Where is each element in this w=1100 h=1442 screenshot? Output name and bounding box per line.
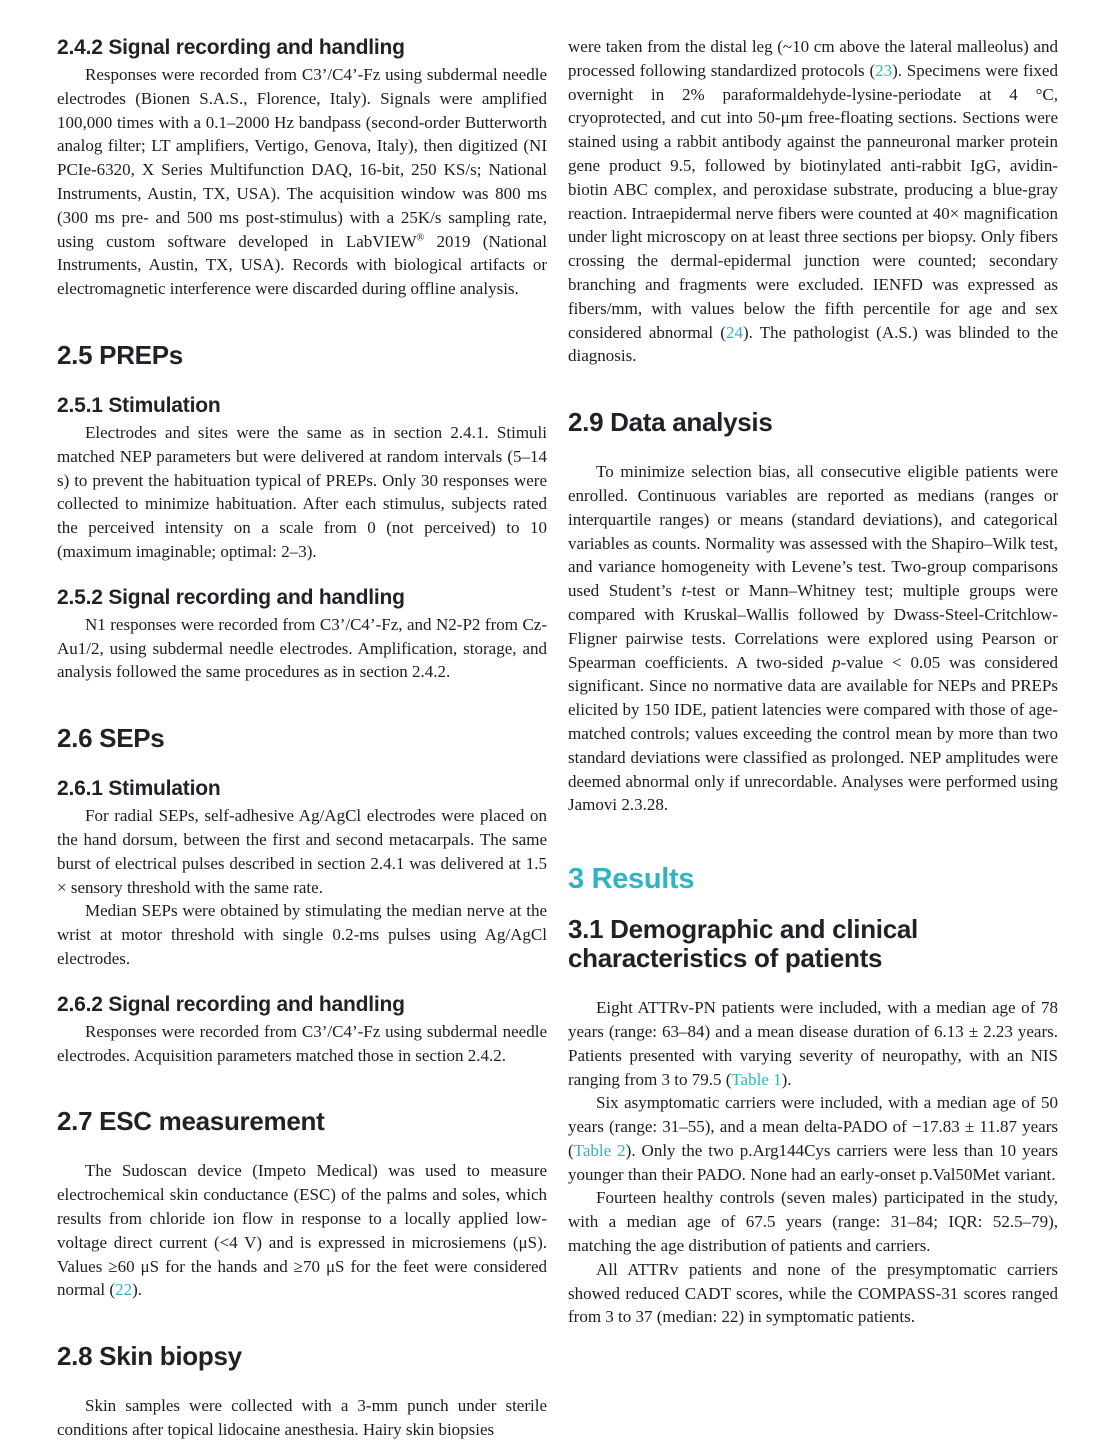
heading-2-5: 2.5 PREPs (57, 339, 183, 370)
italic-text: p (832, 652, 841, 672)
text-run: were taken from the distal leg (~10 cm above the lateral malleolus) and processed following standardized protocols ( (568, 37, 1058, 80)
text-run: The Sudoscan device (Impeto Medical) was used to measure electrochemical skin conductance (ESC) of the palms and soles, which results from chloride ion flow in response to a locally applied low-voltage direct current (<4 V) and is expressed in microsiemens (μS). Values ≥60 μS for the hands and ≥70 μS for the feet were considered normal ( (57, 1161, 547, 1300)
text-run: Fourteen healthy controls (seven males) participated in the study, with a median age of 67.5 years (range: 31–84; IQR: 52.5–79), matching the age distribution of patients and carriers. (568, 1188, 1058, 1256)
para-2-7 (57, 1159, 547, 1302)
reference-link[interactable]: 23 (875, 60, 893, 80)
para-2-5-1 (57, 421, 547, 564)
para-2-4-2 (57, 63, 547, 301)
text-run: ). (132, 1280, 142, 1300)
text-run: -value < 0.05 was considered significant. Since no normative data are available for NEPs and PREPs elicited by 150 IDE, patient latencies were compared with those of age-matched controls; values exceeding the control mean by more than two standard deviations were classified as prolonged. NEP amplitudes were deemed abnormal only if unrecordable. Analyses were performed using Jamovi 2.3.28. (568, 652, 1059, 815)
para-3-1d (568, 1258, 1058, 1329)
heading-2-4-2: 2.4.2 Signal recording and handling (57, 36, 405, 59)
right-column (568, 35, 1058, 1433)
text-run: ). Only the two p.Arg144Cys carriers were less than 10 years younger than their PADO. None had an early-onset p.Val50Met variant. (568, 1140, 1058, 1184)
text-run: ). The pathologist (A.S.) was blinded to the diagnosis. (568, 322, 1059, 366)
italic-text: t (681, 581, 687, 601)
reference-link[interactable]: 24 (725, 322, 743, 342)
heading-3-1: 3.1 Demographic and clinical characteristics of patients (568, 914, 918, 974)
para-2-9 (568, 460, 1058, 817)
para-2-8-continued (568, 35, 1058, 368)
heading-2-9: 2.9 Data analysis (568, 407, 773, 438)
heading-2-7: 2.7 ESC measurement (57, 1106, 325, 1137)
para-2-6-1b (57, 899, 547, 970)
text-run: ). (781, 1069, 792, 1089)
para-3-1a (568, 996, 1058, 1091)
heading-3-results: 3 Results (568, 863, 695, 896)
text-run: Skin samples were collected with a 3-mm punch under sterile conditions after topical lidocaine anesthesia. Hairy skin biopsies (57, 1396, 547, 1439)
reference-link[interactable]: Table 1 (731, 1069, 782, 1089)
para-2-6-2 (57, 1020, 547, 1068)
para-3-1c (568, 1186, 1058, 1257)
text-run: Median SEPs were obtained by stimulating the median nerve at the wrist at motor threshold with single 0.2-ms pulses using Ag/AgCl electrodes. (57, 901, 547, 968)
text-run: N1 responses were recorded from C3’/C4’-Fz, and N2-P2 from Cz-Au1/2, using subdermal needle electrodes. Amplification, storage, and analysis followed the same procedures as in section 2.4.2. (57, 614, 547, 682)
heading-2-6: 2.6 SEPs (57, 723, 165, 754)
text-run: All ATTRv patients and none of the presymptomatic carriers showed reduced CADT scores, while the COMPASS-31 scores ranged from 3 to 37 (median: 22) in symptomatic patients. (568, 1259, 1058, 1327)
text-run: Six asymptomatic carriers were included, with a median age of 50 years (range: 31–55), and a mean delta-PADO of −17.83 ± 11.87 years ( (568, 1093, 1058, 1160)
text-run: For radial SEPs, self-adhesive Ag/AgCl electrodes were placed on the hand dorsum, between the first and second metacarpals. The same burst of electrical pulses described in section 2.4.1 was delivered at 1.5 × sensory threshold with the same rate. (57, 806, 547, 897)
text-run: -test or Mann–Whitney test; multiple groups were compared with Kruskal–Wallis followed by Dwass-Steel-Critchlow-Fligner pairwise tests. Correlations were explored using Pearson or Spearman coefficients. A two-sided (568, 581, 1058, 672)
para-2-8 (57, 1394, 547, 1442)
text-run: 2019 (National Instruments, Austin, TX, USA). Records with biological artifacts or electromagnetic interference were discarded during offline analysis. (57, 231, 548, 299)
para-2-6-1a (57, 804, 547, 899)
text-run: Electrodes and sites were the same as in section 2.4.1. Stimuli matched NEP parameters but were delivered at random intervals (5–14 s) to prevent the habituation typical of PREPs. Only 30 responses were collected to minimize habituation. After each stimulus, subjects rated the perceived intensity on a scale from 0 (not perceived) to 10 (maximum imaginable; optimal: 2–3). (57, 422, 547, 561)
text-run: ). Specimens were fixed overnight in 2% paraformaldehyde-lysine-periodate at 4 °C, cryoprotected, and cut into 50-μm free-floating sections. Sections were stained using a rabbit antibody against the panneuronal marker protein gene product 9.5, followed by biotinylated anti-rabbit IgG, avidin-biotin ABC complex, and peroxidase substrate, producing a blue-gray reaction. Intraepidermal nerve fibers were counted at 40× magnification under light microscopy on at least three sections per biopsy. Only fibers crossing the dermal-epidermal junction were counted; secondary branching and fragments were excluded. IENFD was expressed as fibers/mm, with values below the fifth percentile for age and sex considered abnormal ( (568, 60, 1058, 342)
heading-2-6-1: 2.6.1 Stimulation (57, 777, 221, 801)
reference-link[interactable]: Table 2 (573, 1140, 626, 1160)
heading-2-8: 2.8 Skin biopsy (57, 1341, 242, 1372)
para-2-5-2 (57, 613, 547, 684)
reference-link[interactable]: 22 (115, 1280, 133, 1300)
text-run: Responses were recorded from C3’/C4’-Fz using subdermal needle electrodes (Bionen S.A.S., Florence, Italy). Signals were amplified 100,000 times with a 0.1–2000 Hz bandpass (second-order Butterworth analog filter; LT amplifiers, Vertigo, Genova, Italy), then digitized (NI PCIe-6320, X Series Multifunction DAQ, 16-bit, 250 KS/s; National Instruments, Austin, TX, USA). The acquisition window was 800 ms (300 ms pre- and 500 ms post-stimulus) with a 25K/s sampling rate, using custom software developed in LabVIEW (57, 65, 547, 251)
text-run: Responses were recorded from C3’/C4’-Fz using subdermal needle electrodes. Acquisition parameters matched those in section 2.4.2. (57, 1021, 547, 1065)
heading-2-6-2: 2.6.2 Signal recording and handling (57, 992, 405, 1016)
heading-2-5-2: 2.5.2 Signal recording and handling (57, 585, 405, 609)
text-run: To minimize selection bias, all consecutive eligible patients were enrolled. Continuous variables are reported as medians (ranges or interquartile ranges) or means (standard deviations), and categorical variables as counts. Normality was assessed with the Shapiro–Wilk test, and variance homogeneity with Levene’s test. Two-group comparisons used Student’s (568, 462, 1058, 601)
left-column (57, 35, 548, 1439)
heading-2-5-1: 2.5.1 Stimulation (57, 393, 221, 417)
text-run: Eight ATTRv-PN patients were included, with a median age of 78 years (range: 63–84) and a mean disease duration of 6.13 ± 2.23 years. Patients presented with varying severity of neuropathy, with an NIS ranging from 3 to 79.5 ( (568, 998, 1058, 1089)
registered-trademark-symbol: ® (416, 231, 425, 243)
para-3-1b (568, 1091, 1058, 1186)
